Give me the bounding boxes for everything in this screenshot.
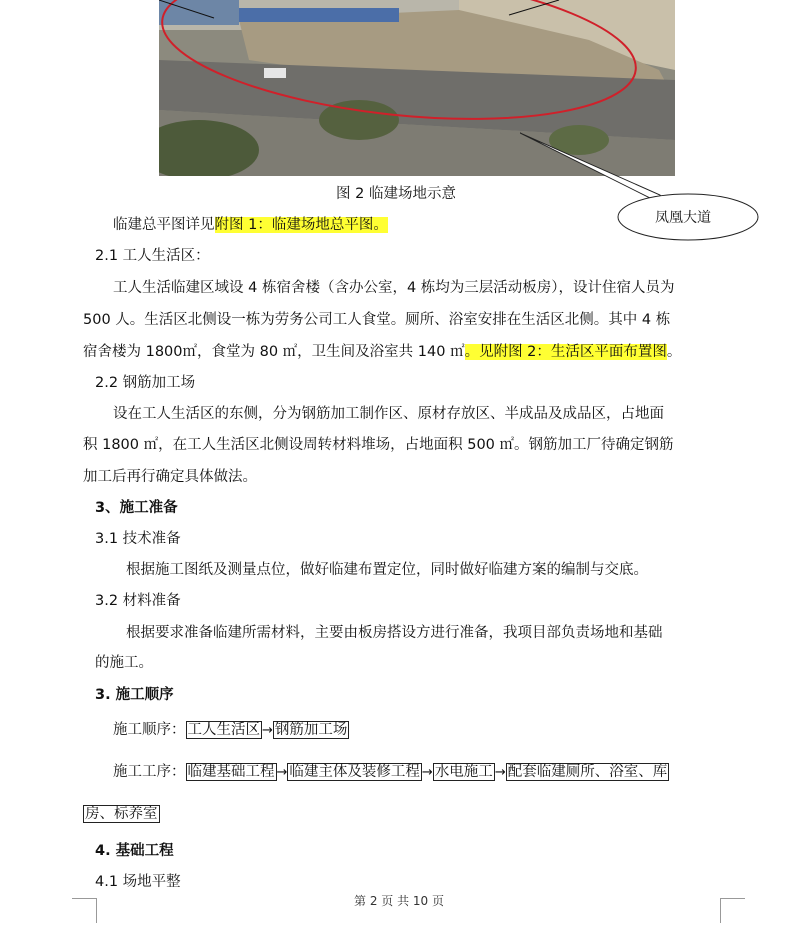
section-2-1-line-2: 500 人。生活区北侧设一栋为劳务公司工人食堂。厕所、浴室安排在生活区北侧。其中 4 栋	[83, 312, 671, 328]
page-footer: 第 2 页 共 10 页	[354, 894, 444, 908]
section-2-1-line-3-text: 宿舍楼为 1800㎡，食堂为 80 ㎡，卫生间及浴室共 140 ㎡	[83, 344, 465, 360]
section-2-1-line-3	[83, 341, 681, 363]
callout-bubble	[520, 130, 770, 245]
arrow-right-icon: →	[494, 765, 506, 780]
section-2-2-line-1: 设在工人生活区的东侧，分为钢筋加工制作区、原材存放区、半成品及成品区，占地面	[113, 406, 664, 422]
construction-sequence	[113, 719, 349, 742]
sequence-step: 工人生活区	[187, 722, 260, 738]
plan-paragraph-text: 临建总平图详见	[113, 217, 215, 233]
construction-order-heading: 3. 施工顺序	[95, 687, 174, 703]
section-2-2-line-3: 加工后再行确定具体做法。	[83, 469, 257, 485]
construction-process	[113, 761, 669, 784]
section-3-heading: 3、施工准备	[95, 500, 178, 516]
section-3-2-line-2: 的施工。	[95, 655, 153, 671]
section-2-2-heading: 2.2 钢筋加工场	[95, 375, 196, 391]
arrow-right-icon: →	[421, 765, 433, 780]
sequence-label: 施工顺序：	[113, 722, 186, 738]
arrow-right-icon: →	[276, 765, 288, 780]
callout-label: 凤凰大道	[655, 210, 711, 226]
arrow-right-icon: →	[262, 723, 273, 738]
sequence-step: 钢筋加工场	[274, 722, 348, 738]
appendix-1-reference: 附图 1：临建场地总平图。	[214, 217, 388, 233]
section-3-1-text: 根据施工图纸及测量点位，做好临建布置定位，同时做好临建方案的编制与交底。	[126, 562, 648, 578]
plan-paragraph	[113, 214, 388, 236]
section-3-2-heading: 3.2 材料准备	[95, 593, 181, 609]
process-step-continued: 房、标养室	[85, 806, 158, 822]
section-4-heading: 4. 基础工程	[95, 843, 174, 859]
process-label: 施工工序：	[113, 764, 186, 780]
process-step: 配套临建厕所、浴室、库	[507, 764, 668, 780]
section-2-1-line-1: 工人生活临建区域设 4 栋宿舍楼（含办公室，4 栋均为三层活动板房），设计住宿人员为	[113, 280, 675, 296]
figure-caption: 图 2 临建场地示意	[336, 186, 456, 202]
section-3-2-line-1: 根据要求准备临建所需材料，主要由板房搭设方进行准备，我项目部负责场地和基础	[126, 625, 663, 641]
section-2-2-line-2: 积 1800 ㎡，在工人生活区北侧设周转材料堆场，占地面积 500 ㎡。钢筋加工厂待确定钢筋	[83, 437, 674, 453]
section-3-1-heading: 3.1 技术准备	[95, 531, 181, 547]
process-step: 临建基础工程	[187, 764, 275, 780]
process-step: 临建主体及装修工程	[289, 764, 420, 780]
appendix-2-reference: 。见附图 2：生活区平面布置图	[464, 344, 667, 360]
construction-process-wrap	[83, 803, 160, 825]
section-4-1-heading: 4.1 场地平整	[95, 874, 181, 890]
process-step: 水电施工	[434, 764, 493, 780]
section-2-1-heading: 2.1 工人生活区：	[95, 248, 210, 264]
section-2-1-line-3-end: 。	[666, 344, 682, 360]
